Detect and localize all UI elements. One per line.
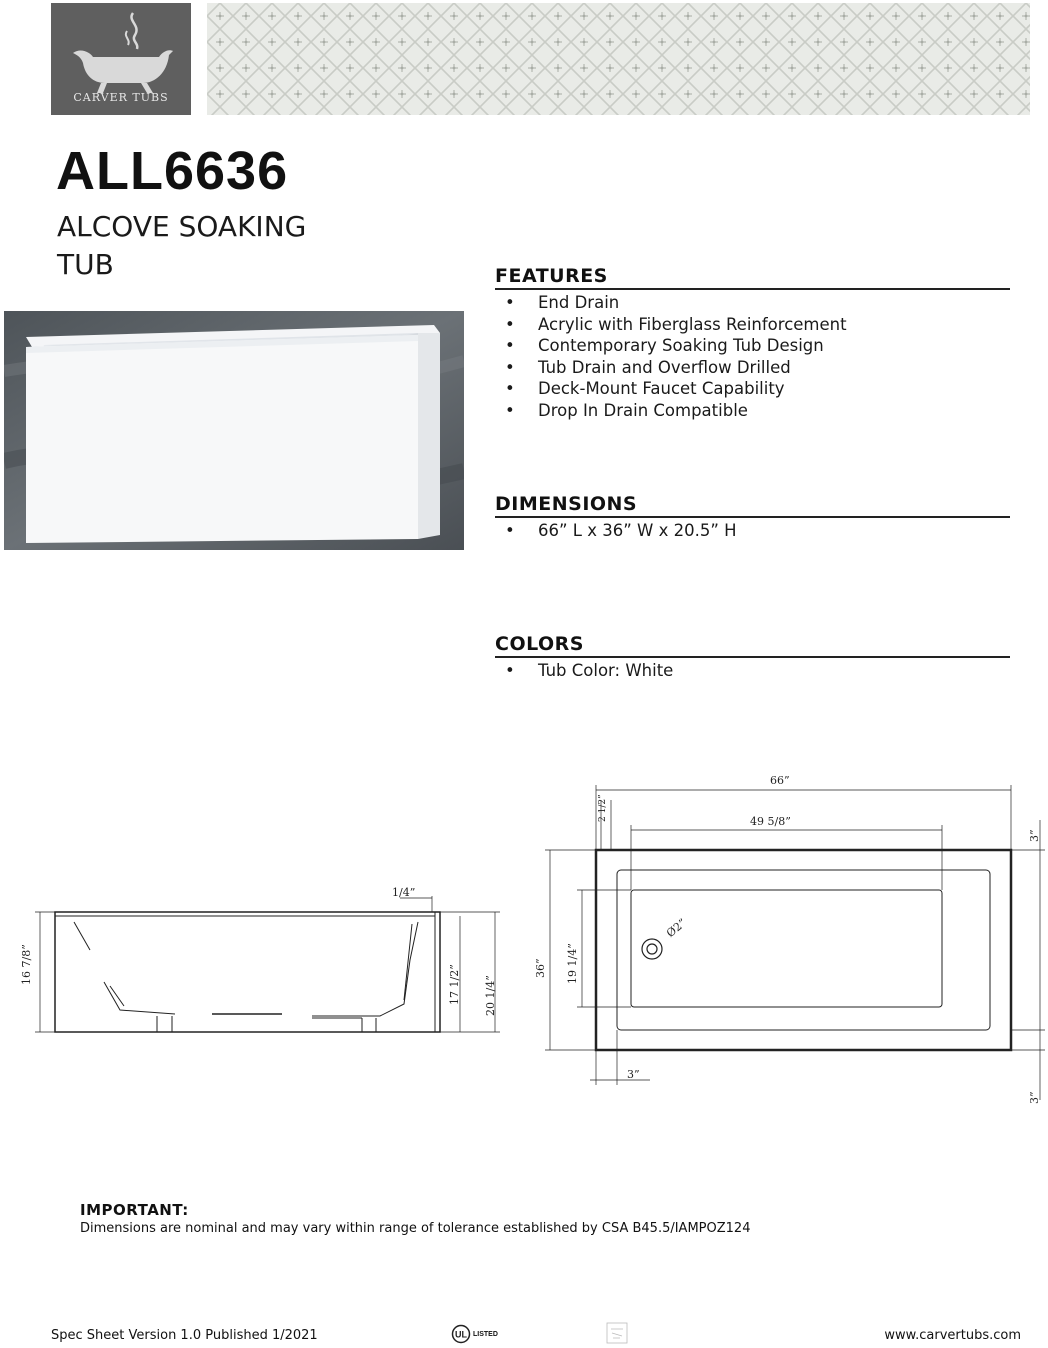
tub-photo-image: [4, 311, 464, 550]
feature-item: • End Drain: [495, 292, 1010, 314]
lattice-pattern-icon: [207, 3, 1030, 115]
side-view-drawing: [35, 896, 500, 1032]
dim-bottom-offset-label: 3”: [627, 1068, 640, 1081]
certification-mark: [604, 1320, 630, 1348]
product-subtitle: [57, 208, 377, 284]
ul-logo-icon: [451, 1324, 471, 1344]
decorative-pattern: [207, 3, 1030, 115]
model-number: ALL6636: [56, 141, 289, 201]
dim-right-bottom-label: 3”: [1028, 1091, 1041, 1104]
subtitle-line-1: ALCOVE SOAKING: [57, 210, 307, 243]
feature-item: • Tub Drain and Overflow Drilled: [495, 357, 1010, 379]
feature-item: • Deck-Mount Faucet Capability: [495, 378, 1010, 400]
colors-section: [495, 632, 1010, 682]
dim-width-label: 36”: [534, 958, 547, 978]
spec-version: Spec Sheet Version 1.0 Published 1/2021: [51, 1328, 318, 1343]
brand-name: CARVER TUBS: [73, 91, 169, 104]
brand-logo: [51, 3, 191, 115]
top-view-drawing: [545, 785, 1045, 1100]
dimensions-section: [495, 492, 1010, 542]
color-item: • Tub Color: White: [495, 660, 1010, 682]
dim-lip-label: 1/4”: [392, 886, 416, 899]
dim-left-height-text: 16 7/8”: [20, 944, 33, 985]
dim-length-label: 66”: [770, 774, 790, 787]
svg-text:UL: UL: [455, 1329, 467, 1340]
important-text: Dimensions are nominal and may vary within range of tolerance established by CSA B45.5/IAMPOZ124: [80, 1221, 751, 1236]
website-link[interactable]: www.carvertubs.com: [884, 1328, 1021, 1343]
ul-listed-mark: [451, 1324, 498, 1344]
dim-inner-width-label: 19 1/4”: [566, 943, 579, 984]
dim-rim-label: 2 1/2”: [598, 794, 608, 822]
feature-item: • Drop In Drain Compatible: [495, 400, 1010, 422]
dim-drain-label: Ø2”: [664, 916, 689, 940]
important-heading: IMPORTANT:: [80, 1201, 189, 1219]
features-section: [495, 264, 1010, 421]
colors-list: [495, 660, 1010, 682]
ul-listed-text: LISTED: [473, 1330, 498, 1338]
feature-item: • Acrylic with Fiberglass Reinforcement: [495, 314, 1010, 336]
feature-item: • Contemporary Soaking Tub Design: [495, 335, 1010, 357]
dim-inner-height-label: 17 1/2”: [448, 964, 461, 1005]
subtitle-line-2: TUB: [57, 248, 114, 281]
colors-heading: COLORS: [495, 632, 1010, 658]
dimensions-list: [495, 520, 1010, 542]
dim-total-height-label: 20 1/4”: [484, 975, 497, 1016]
dim-right-top-label: 3”: [1028, 829, 1041, 842]
dimension-item: • 66” L x 36” W x 20.5” H: [495, 520, 1010, 542]
features-list: [495, 292, 1010, 421]
important-note: [80, 1201, 750, 1238]
dim-inner-length-label: 49 5/8”: [750, 815, 791, 828]
features-heading: FEATURES: [495, 264, 1010, 290]
product-photo: [4, 311, 464, 550]
certification-seal-icon: [604, 1320, 630, 1346]
dimensions-heading: DIMENSIONS: [495, 492, 1010, 518]
technical-drawing: [0, 760, 1048, 1120]
